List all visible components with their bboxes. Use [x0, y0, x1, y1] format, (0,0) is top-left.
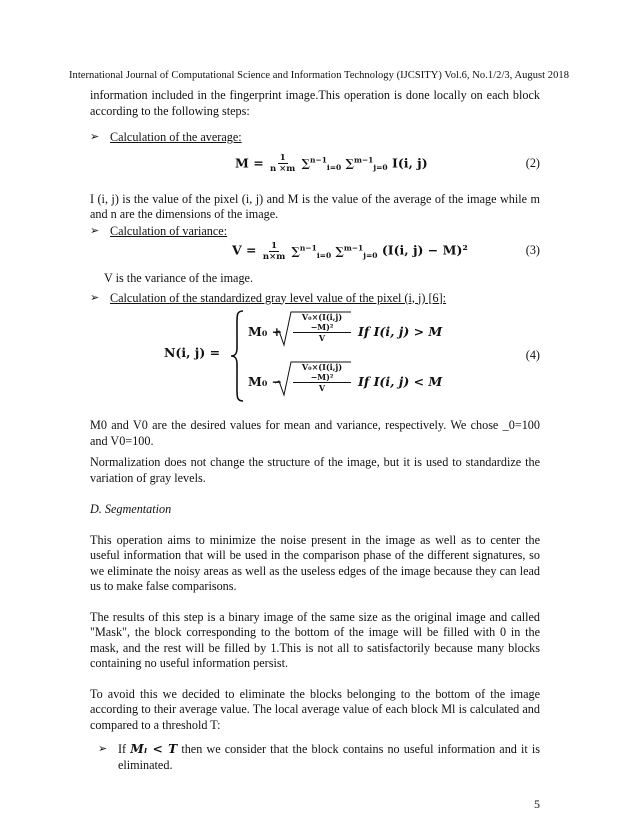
- eq2-lhs: M =: [235, 155, 264, 171]
- eq3-frac-den: n×m: [262, 251, 286, 262]
- eq3-lhs: V =: [232, 242, 257, 258]
- bullet-average: [90, 130, 540, 146]
- equation-3: [90, 239, 540, 269]
- eq2-sum1-sup: n−1: [309, 155, 327, 165]
- arrow-bullet-icon: ➢: [90, 291, 100, 304]
- eq4-case2-left: M₀ −: [248, 374, 283, 389]
- equation-4-number: (4): [525, 348, 540, 362]
- segmentation-paragraph-1: This operation aims to minimize the noise present in the image as well as to center the useful information that will be used in the comparison phase of the different signatures, so we eliminate the noisy areas as well as the useless edges of the image because they can lead us to make false comparisons.: [90, 532, 540, 593]
- eq4-case2-den: V: [318, 383, 326, 393]
- variance-description: V is the variance of the image.: [104, 271, 254, 285]
- eq4-case1-frac: [293, 312, 351, 343]
- section-heading-segmentation: D. Segmentation: [90, 502, 172, 516]
- bullet-variance: [90, 224, 540, 240]
- equation-4: [90, 308, 540, 406]
- bullet-average-label: Calculation of the average:: [110, 130, 242, 144]
- eq3-fraction: [263, 241, 285, 262]
- bullet-threshold-prefix: If: [118, 742, 127, 756]
- eq3-sum-i: [292, 245, 332, 258]
- segmentation-paragraph-3: To avoid this we decided to eliminate the blocks belonging to the bottom of the image according to their average value. The local average value of each block Ml is calculated and compared to a threshold T:: [90, 686, 540, 732]
- segmentation-paragraph-2: The results of this step is a binary image of the same size as the original image and called "Mask", the block corresponding to the bottom of the image will be filled with 0 in the mask, and the rest will be filled by 1.This is not all to satisfactorily because many blocks containing no useful information persist.: [90, 609, 540, 670]
- eq2-sum2-sup: m−1: [353, 155, 374, 165]
- eq2-sum-j: [345, 155, 388, 173]
- bullet-threshold-text: [118, 742, 540, 773]
- eq3-sum2-symbol: ∑: [335, 244, 344, 258]
- bullet-normalization-label: Calculation of the standardized gray level value of the pixel (i, j) [6]:: [110, 290, 447, 305]
- eq2-sum2-sub: j=0: [373, 163, 388, 173]
- eq4-lhs: N(i, j) =: [164, 345, 221, 360]
- page-body: [90, 88, 540, 773]
- eq4-case1-cond: If I(i, j) > M: [358, 324, 443, 339]
- eq2-sum2-symbol: ∑: [345, 157, 354, 171]
- eq3-sum1-symbol: ∑: [291, 244, 300, 258]
- eq4-left-brace: [230, 310, 246, 402]
- equation-3-math: [232, 240, 468, 263]
- eq2-frac-num: 1: [279, 153, 286, 164]
- bullet-threshold-math: Mₗ < T: [130, 742, 178, 756]
- eq3-body: (I(i, j) − M)²: [381, 242, 468, 258]
- eq2-fraction: [270, 153, 295, 174]
- eq3-frac-num: 1: [271, 240, 277, 251]
- eq3-sum1-sup: n−1: [299, 243, 317, 252]
- intro-paragraph: information included in the fingerprint image.This operation is done locally on each block according to the following steps:: [90, 88, 540, 118]
- eq4-case2-num: V₀×(I(i,j)−M)²: [293, 362, 351, 383]
- eq2-sum-i: [301, 155, 342, 173]
- m0-v0-paragraph: M0 and V0 are the desired values for mean and variance, respectively. We chose _0=100 and V0=100.: [90, 418, 540, 448]
- equation-2: [90, 150, 540, 180]
- eq2-sum1-symbol: ∑: [301, 157, 310, 171]
- eq2-frac-den: n ×m: [270, 164, 296, 175]
- eq3-sum2-sup: m−1: [343, 243, 364, 252]
- eq2-sum1-sub: i=0: [326, 163, 342, 173]
- bullet-threshold: [90, 742, 540, 773]
- eq4-case2-frac: [293, 362, 351, 393]
- eq4-case1-left: M₀ +: [248, 324, 283, 339]
- arrow-bullet-icon: ➢: [90, 131, 100, 143]
- arrow-bullet-icon: ➢: [90, 224, 100, 237]
- eq3-sum2-sub: j=0: [363, 250, 378, 260]
- eq3-sum-j: [336, 245, 378, 258]
- equation-3-number: (3): [525, 243, 540, 257]
- eq4-case1-num: V₀×(I(i,j)−M)²: [293, 312, 351, 333]
- bullet-variance-label: Calculation of variance:: [110, 223, 228, 238]
- normalization-paragraph: Normalization does not change the structure of the image, but it is used to standardize the variation of gray levels.: [90, 455, 540, 485]
- bullet-threshold-rest: then we consider that the block contains no useful information and it is eliminated.: [118, 742, 541, 772]
- eq2-body: I(i, j): [391, 155, 428, 171]
- equation-2-number: (2): [525, 155, 540, 170]
- equation-2-math: [235, 153, 428, 176]
- average-description: I (i, j) is the value of the pixel (i, j) and M is the value of the average of the image while m and n are the dimensions of the image.: [90, 191, 540, 221]
- arrow-bullet-icon: ➢: [98, 743, 108, 755]
- eq4-case2-cond: If I(i, j) < M: [358, 374, 443, 389]
- eq3-sum1-sub: i=0: [316, 250, 332, 260]
- bullet-normalization: [90, 291, 540, 307]
- eq4-case1-den: V: [318, 333, 326, 343]
- journal-header: International Journal of Computational Science and Information Technology (IJCSITY) Vol.6, No.1/2/3, August 2018: [68, 70, 570, 81]
- page-number: 5: [534, 797, 540, 811]
